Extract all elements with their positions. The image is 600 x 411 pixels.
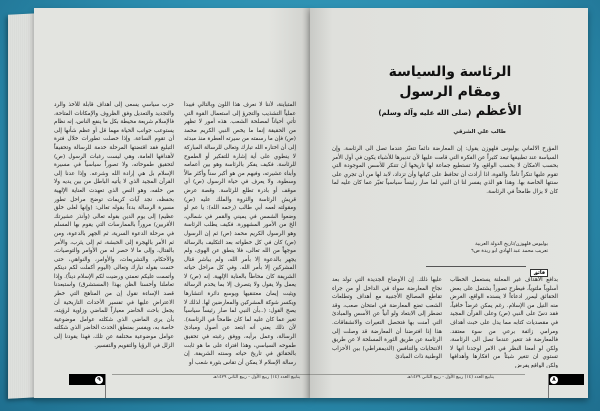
- intro-quote: المؤرخ الالماني يوليوس فلهوزن يقول: إن المعارضة دائماً تتغيّر عندما تصل الى الرئاسة. وإن السياسة عند تطبيقها تبعد كثيراً عن الفكرة التي قامت عليها لأن تدبيرها للأشياء يكون في أول الأمر بحسب الامكان لا بحسب الواقع، ولا تستطيع جماعة لها تاريخها أن تتنكر للأسس الموجودة التي تقوم عليها تنكراً تاماً. والقوة، اذا أرادت أن تحافظ على كيانها وأن تزداد، لابد لها من أن تجري على سنتها الخاصة بها. وهذا هو الذي يفسر لنا ان النبي لما صار رئيساً سياسياً تغيّر عما كان عليه لما كان لا يزال طامحاً في الرئاسة.: [332, 146, 558, 195]
- title-honorific: (صلى الله عليه وآله وسلم): [378, 109, 472, 117]
- footer-divider: [105, 374, 106, 398]
- section-separator: [426, 266, 526, 267]
- title-line-2: ومقام الرسول: [399, 84, 501, 100]
- quote-source: [471, 241, 548, 255]
- source-line-2: تعريب محمد عبد الهادي ابو ريدة ص٦: [471, 248, 548, 254]
- left-page-number-tab: [69, 374, 105, 385]
- right-page-footer: ينابيع العدد (١٤) ربيع الأول - ربيع الثاني ١٤٢٩هـ: [407, 375, 494, 380]
- footer-divider: [548, 374, 549, 398]
- open-book: [8, 8, 590, 404]
- right-page-number: ٨: [550, 376, 558, 384]
- left-page[interactable]: [34, 8, 310, 398]
- right-page-column-left: عليها ذلك. إن الأوضاع الجديدة التي تولد بعد نجاح المعارضة سواء في الداخل أو من جراء تقاطع المصالح الأجنبية مع أهداف وتطلعات الشعب تضع المعارضة في امتحان صعب، وقد تضطر إلى الابتعاد ولو آنياً عن الأسس والمبادئ التي آمنت بها فتحصل التغيرات والانشقاقات. هذا إذا افترضنا أن المعارضة قد وصلت إلى الرئاسة عن طريق الثورة المسلحة لا عن طريق الانتخابات والتنافس (الديمقراطي) بين الأحزاب الوطنية ذات المبادئ: [332, 277, 442, 361]
- left-page-column-right: المتباينة، لأننا لا نعرف هذا اللون وبالتالي فيبدأ عملياً التشذيب والتجرؤ إلى استعمال القوة التي تأتي أحياناً لمصلحة الشعب. هذه أمور لا تظهر من الحقيقة إنما ما يخص النبي الكريم محمد (ص) فإن ما رسمته من سيرته العطرة منذ مبدئه إلى أن اختاره الله تبارك وتعالى للرسالة المباركة لا ينطوي على أية إشارة للتفكير أو الطموح للرئاسة. فكيف يفكر بالرئاسة وهو بين أعمامه وأبناء عشيرته، وفيهم من هو أكبر سناً وأكثر مالاً وسطوة. ولا يعرف في حياة الرسول (ص) أي موقف أو بادرة تطلع للرئاسة. وقصة عرض قريش الرئاسة والثروة والملك عليه (ص) ومقولته لعمه أبي طالب (رحمه الله): يا عم لو وضعوا الشمس في يميني والقمر في شمالي، الخ من الأمور المشهورة. فكيف يطلب الرئاسة وهو الرسول الكريم محمد (ص) ثم إن الرسول (ص) كان في كل خطواته بعد التكليف بالرسالة موجهاً من الله تعالى، فلا ينطق عن الهوى، ولم يجهر بالدعوة إلا بأمر الله، ولم يباشر قتال المشركين إلا بأمر الله. وفي كل مراحل حياته الشريفة كان محاطاً بالعناية الإلهية. إنه (ص) لا يعمل ولا يقول ولا يتصرف إلا بما يخدم الرسالة ويثبت إيمان معتنقيها ويوسع دائرة انتشارها ويكسر شوكة المشركين والمعارضين لها. لذلك لا يصح القول: (..بأن النبي لما صار رئيساً سياسياً تغير عما كان عليه لما كان طامحاً في الرئاسة). لأن ذلك يعني أنه ابتعد عن أصول ومبادئ الرسالة، وعمل برأيه، ووفق رغبته في تحقيق طموحه السياسي، وهذا افتراء على ما هو ثابت بالحقائق في تاريخ حياته وسنته الشريفة. إن رسالة الإسلام لا يمكن أن تقاس بثورة شعب أو: [184, 102, 296, 366]
- left-page-number: ٩: [95, 376, 103, 384]
- right-page-number-tab: [548, 374, 584, 385]
- left-page-column-left: حزب سياسي يسعى إلى أهداف قابلة للأخذ والرد والتجديد والتعديل وفق الظروف والإمكانات المتاحة، فالإسلام شريعة محيطة بكل ما ينفع الناس، إنه نظام يستوعب جوانب الحياة مهما قل أو عظم شأنها إلى أن تقوم الساعة. وإذا حصلت تطورات خلال فترة التبليغ فقد اقتضتها المرحلة خدمة للرسالة وتحقيقاً لأهدافها العامة، وهي ليست رغبات الرسول (ص) لتحقيق طموحاته، ولا تصوراً سياسياً في مسيرة الإسلام بل هي إرادة الله وشرعه. وإذا عدنا إلى القرآن المجيد الذي لا يأتيه الباطل من بين يديه ولا من خلفه، وهو النص الذي تعهدت العناية الإلهية بحفظه، نجد آيات كريمات توضح مراحل تطور مسيرة الرسالة بدءاً بقوله تعالى: (وإنها لعلى خلق عظيم) إلى يوم الدين بقوله تعالى (وأنذر عشيرتك الأقربين) مروراً بالممارسات التي يقوم بها المسلم في مرحلة الدعوة السرية، ثم الجهر بالدعوة، ومن ثم الأمر بالهجرة إلى الحبشة، ثم إلى يثرب، والأمر بالقتال، وإلى ما لا حصر له من الأوامر والتوصيات، والأحكام، والتشريعات، والأوامر، والنواهي، حتى ختمت بقوله تبارك وتعالى (اليوم أكملت لكم دينكم وأتممت عليكم نعمتي ورضيت لكم الإسلام ديناً). وإذا تعاملنا وأحسنا الظن بهذا (المستشرق) واستبعدنا قصد الإساءة نقول إن من المناهج التي خطر الاعتراض عليها في تفسير الأحداث التاريخية أن يجعل باحث الحاضر معياراً للماضي وزاوية لرؤيته، بأن يرى الماضي الذي شكلته عوامل موضوعية خاصة به، ويفسر بمنطق الحدث الحاضر الذي شكلته عوامل موضوعية مختلفة عن تلك، فهذا يقودنا إلى الزلل في الرؤيا والتقويم والتفسير.: [54, 102, 174, 349]
- title-line-3-main: الأعظم: [475, 104, 522, 119]
- article-title: [350, 62, 550, 123]
- sidenote-tag: فائق: [530, 269, 548, 277]
- right-page[interactable]: [310, 8, 588, 398]
- left-page-footer: ينابيع العدد (١٤) ربيع الأول - ربيع الثاني ١٤٢٩هـ: [213, 375, 300, 380]
- author-name: طالب علي الشرقي: [453, 129, 506, 135]
- title-line-1: الرئاسة والسياسة: [388, 64, 512, 80]
- right-page-column-right: بدافع الاهداف غير المعلنة يستعمل الخطاب أسلوباً ملتوياً، فيطرح تصوراً يشتمل على بعض الحقائق ليمرر ادعاءاً لا يسنده الواقع، الغرض منه النيل من الإسلام. رغم يمكن غرضاً خافياً، فقد دسّ على النبي (ص) وعلى القرآن المجيد في مقصديات كتابه مما يدل على خبث أهداف ومرامي زائفة برعي من سوء معتقد. فالمعارضة قد تتغير عندما تصل الى الرئاسة، ولكن لو أمعنا النظر في الامر لوجدنا انها لا تستوي ان تتغير شيئاً من افكارها وأهدافها ولكن الواقع يفرض: [450, 277, 558, 368]
- title-line-3: [350, 102, 550, 123]
- source-line-1: يوليوس فلهوزن/تاريخ الدولة العربية: [475, 241, 548, 247]
